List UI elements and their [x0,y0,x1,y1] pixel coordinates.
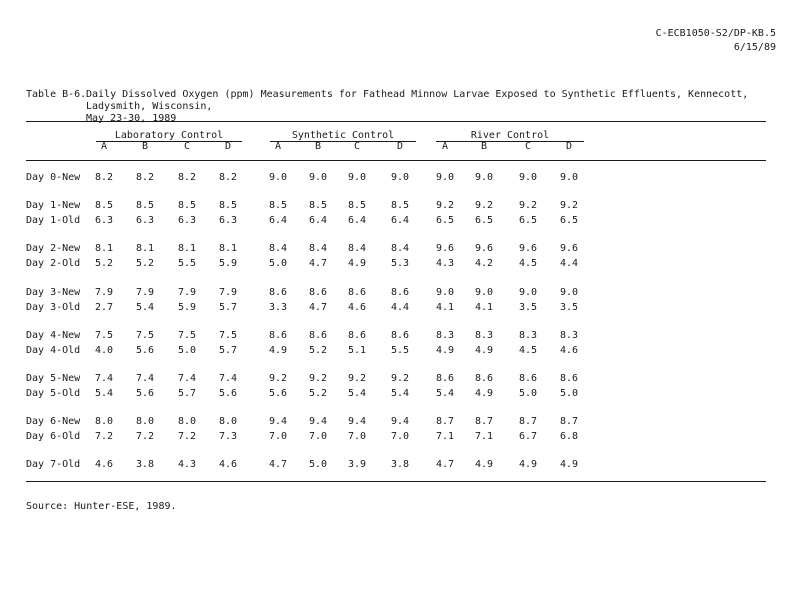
table-cell: 7.9 [218,287,238,298]
row-label: Day 6-Old [26,431,81,442]
table-cell: 4.9 [474,345,494,356]
table-cell: 9.0 [268,172,288,183]
table-cell: 7.1 [474,431,494,442]
table-cell: 8.5 [94,200,114,211]
table-cell: 7.5 [218,330,238,341]
table-cell: 5.7 [218,345,238,356]
table-cell: 8.5 [308,200,328,211]
table-cell: 8.0 [177,416,197,427]
table-cell: 5.7 [218,302,238,313]
top-rule [26,121,766,122]
table-cell: 5.2 [135,258,155,269]
source-note: Source: Hunter-ESE, 1989. [26,501,177,512]
table-cell: 4.5 [518,345,538,356]
row-label: Day 3-Old [26,302,81,313]
column-header: D [224,141,232,152]
column-header: C [353,141,361,152]
table-cell: 5.0 [308,459,328,470]
table-cell: 8.1 [177,243,197,254]
table-cell: 4.7 [308,258,328,269]
table-cell: 3.5 [518,302,538,313]
table-cell: 7.0 [390,431,410,442]
table-cell: 8.6 [518,373,538,384]
table-cell: 4.3 [435,258,455,269]
table-cell: 4.5 [518,258,538,269]
table-cell: 9.6 [518,243,538,254]
table-cell: 4.9 [474,388,494,399]
table-cell: 7.0 [308,431,328,442]
table-cell: 7.5 [94,330,114,341]
table-cell: 8.1 [218,243,238,254]
table-cell: 4.4 [559,258,579,269]
row-label: Day 4-Old [26,345,81,356]
table-cell: 4.7 [435,459,455,470]
table-cell: 3.9 [347,459,367,470]
table-cell: 7.4 [94,373,114,384]
bottom-rule [26,481,766,482]
table-cell: 8.2 [218,172,238,183]
table-cell: 5.5 [177,258,197,269]
table-cell: 7.3 [218,431,238,442]
table-cell: 6.7 [518,431,538,442]
table-cell: 5.4 [390,388,410,399]
table-cell: 8.5 [218,200,238,211]
table-cell: 8.6 [268,287,288,298]
table-cell: 7.9 [135,287,155,298]
table-cell: 9.2 [474,200,494,211]
table-cell: 5.0 [268,258,288,269]
table-cell: 9.4 [347,416,367,427]
row-label: Day 5-Old [26,388,81,399]
table-cell: 8.5 [390,200,410,211]
table-cell: 4.3 [177,459,197,470]
table-cell: 4.4 [390,302,410,313]
document-id-block [656,27,776,55]
table-cell: 5.6 [268,388,288,399]
table-cell: 8.6 [474,373,494,384]
table-cell: 9.0 [518,172,538,183]
table-cell: 6.4 [390,215,410,226]
table-cell: 6.5 [435,215,455,226]
table-cell: 8.6 [347,287,367,298]
table-cell: 8.6 [268,330,288,341]
table-cell: 8.6 [308,330,328,341]
table-cell: 5.7 [177,388,197,399]
table-cell: 8.7 [474,416,494,427]
table-cell: 8.3 [474,330,494,341]
table-cell: 7.0 [347,431,367,442]
table-cell: 7.9 [94,287,114,298]
table-cell: 4.6 [218,459,238,470]
table-cell: 8.5 [135,200,155,211]
row-label: Day 1-New [26,200,81,211]
table-cell: 5.1 [347,345,367,356]
table-cell: 4.6 [94,459,114,470]
table-cell: 8.2 [135,172,155,183]
row-label: Day 5-New [26,373,81,384]
table-cell: 8.4 [347,243,367,254]
table-cell: 8.7 [518,416,538,427]
table-cell: 8.1 [135,243,155,254]
table-cell: 9.0 [559,172,579,183]
table-cell: 7.1 [435,431,455,442]
table-cell: 7.2 [177,431,197,442]
caption-line-2: May 23-30, 1989 [86,113,177,124]
table-cell: 8.6 [390,287,410,298]
table-cell: 4.2 [474,258,494,269]
row-label: Day 0-New [26,172,81,183]
document-code: C-ECB1050-S2/DP-KB.5 [655,28,776,39]
table-cell: 5.4 [135,302,155,313]
table-cell: 7.4 [135,373,155,384]
table-cell: 9.0 [559,287,579,298]
table-cell: 5.4 [435,388,455,399]
table-cell: 9.2 [347,373,367,384]
row-label: Day 2-New [26,243,81,254]
table-cell: 9.0 [347,172,367,183]
table-cell: 7.4 [218,373,238,384]
column-header: B [480,141,488,152]
table-cell: 9.2 [308,373,328,384]
table-cell: 7.4 [177,373,197,384]
table-cell: 5.9 [177,302,197,313]
table-cell: 8.5 [268,200,288,211]
table-cell: 4.1 [474,302,494,313]
table-cell: 3.8 [390,459,410,470]
table-cell: 6.5 [559,215,579,226]
table-cell: 8.7 [435,416,455,427]
table-cell: 9.2 [435,200,455,211]
table-cell: 8.4 [390,243,410,254]
row-label: Day 4-New [26,330,81,341]
table-cell: 9.0 [390,172,410,183]
group-synthetic-control: Synthetic Control [291,130,395,141]
table-cell: 3.5 [559,302,579,313]
table-cell: 4.9 [268,345,288,356]
table-cell: 6.5 [518,215,538,226]
table-cell: 5.4 [347,388,367,399]
table-cell: 8.0 [218,416,238,427]
table-cell: 8.3 [559,330,579,341]
table-cell: 8.1 [94,243,114,254]
row-label: Day 7-Old [26,459,81,470]
table-cell: 8.3 [518,330,538,341]
table-cell: 8.5 [177,200,197,211]
table-cell: 3.8 [135,459,155,470]
table-cell: 9.0 [518,287,538,298]
table-cell: 5.0 [518,388,538,399]
table-label: Table B-6. [26,89,87,100]
table-cell: 8.0 [94,416,114,427]
table-cell: 7.2 [94,431,114,442]
table-cell: 4.1 [435,302,455,313]
table-cell: 6.3 [177,215,197,226]
table-cell: 9.0 [435,172,455,183]
table-cell: 4.9 [474,459,494,470]
table-cell: 5.5 [390,345,410,356]
table-cell: 8.4 [308,243,328,254]
table-cell: 8.0 [135,416,155,427]
column-header: D [565,141,573,152]
table-cell: 2.7 [94,302,114,313]
table-cell: 8.6 [308,287,328,298]
table-cell: 9.2 [268,373,288,384]
table-cell: 7.5 [135,330,155,341]
row-label: Day 1-Old [26,215,81,226]
table-cell: 4.9 [559,459,579,470]
table-cell: 3.3 [268,302,288,313]
table-cell: 7.2 [135,431,155,442]
table-cell: 9.0 [474,172,494,183]
column-header: B [314,141,322,152]
table-cell: 6.4 [308,215,328,226]
table-cell: 6.5 [474,215,494,226]
table-cell: 5.2 [94,258,114,269]
row-label: Day 2-Old [26,258,81,269]
table-cell: 9.2 [559,200,579,211]
table-cell: 8.6 [347,330,367,341]
column-header: C [183,141,191,152]
table-cell: 6.3 [135,215,155,226]
column-header: A [100,141,108,152]
table-cell: 4.9 [435,345,455,356]
table-cell: 9.0 [435,287,455,298]
header-rule [26,160,766,161]
table-cell: 5.6 [135,388,155,399]
table-cell: 9.4 [390,416,410,427]
table-cell: 5.6 [218,388,238,399]
table-cell: 5.0 [559,388,579,399]
table-cell: 4.7 [268,459,288,470]
table-cell: 8.6 [390,330,410,341]
caption-line-1: Daily Dissolved Oxygen (ppm) Measurements for Fathead Minnow Larvae Exposed to Synthetic Effluents, Kennecott, Ladysmith, Wisconsin, [86,89,749,112]
table-cell: 9.6 [474,243,494,254]
table-cell: 5.6 [135,345,155,356]
table-cell: 5.2 [308,388,328,399]
table-cell: 8.5 [347,200,367,211]
column-header: D [396,141,404,152]
table-cell: 7.9 [177,287,197,298]
row-label: Day 3-New [26,287,81,298]
table-cell: 5.0 [177,345,197,356]
table-cell: 4.0 [94,345,114,356]
column-header: C [524,141,532,152]
table-cell: 6.8 [559,431,579,442]
document-date: 6/15/89 [733,42,776,53]
table-cell: 4.7 [308,302,328,313]
table-cell: 6.4 [268,215,288,226]
table-cell: 5.4 [94,388,114,399]
table-cell: 4.9 [518,459,538,470]
table-cell: 4.6 [559,345,579,356]
row-label: Day 6-New [26,416,81,427]
table-cell: 8.7 [559,416,579,427]
table-cell: 4.6 [347,302,367,313]
table-cell: 9.6 [435,243,455,254]
group-laboratory-control: Laboratory Control [114,130,224,141]
caption-text [86,89,766,125]
column-header: A [441,141,449,152]
table-cell: 9.2 [390,373,410,384]
table-cell: 7.5 [177,330,197,341]
table-cell: 9.0 [308,172,328,183]
table-cell: 5.9 [218,258,238,269]
table-cell: 9.6 [559,243,579,254]
table-cell: 4.9 [347,258,367,269]
table-cell: 5.2 [308,345,328,356]
table-cell: 8.3 [435,330,455,341]
table-cell: 6.3 [94,215,114,226]
table-cell: 9.0 [474,287,494,298]
column-header: B [141,141,149,152]
table-cell: 8.2 [177,172,197,183]
table-cell: 8.6 [559,373,579,384]
table-cell: 6.4 [347,215,367,226]
table-cell: 5.3 [390,258,410,269]
table-cell: 6.3 [218,215,238,226]
table-cell: 9.4 [308,416,328,427]
table-cell: 7.0 [268,431,288,442]
group-river-control: River Control [470,130,550,141]
table-cell: 8.6 [435,373,455,384]
table-cell: 8.4 [268,243,288,254]
table-cell: 9.4 [268,416,288,427]
table-cell: 9.2 [518,200,538,211]
column-header: A [274,141,282,152]
table-cell: 8.2 [94,172,114,183]
